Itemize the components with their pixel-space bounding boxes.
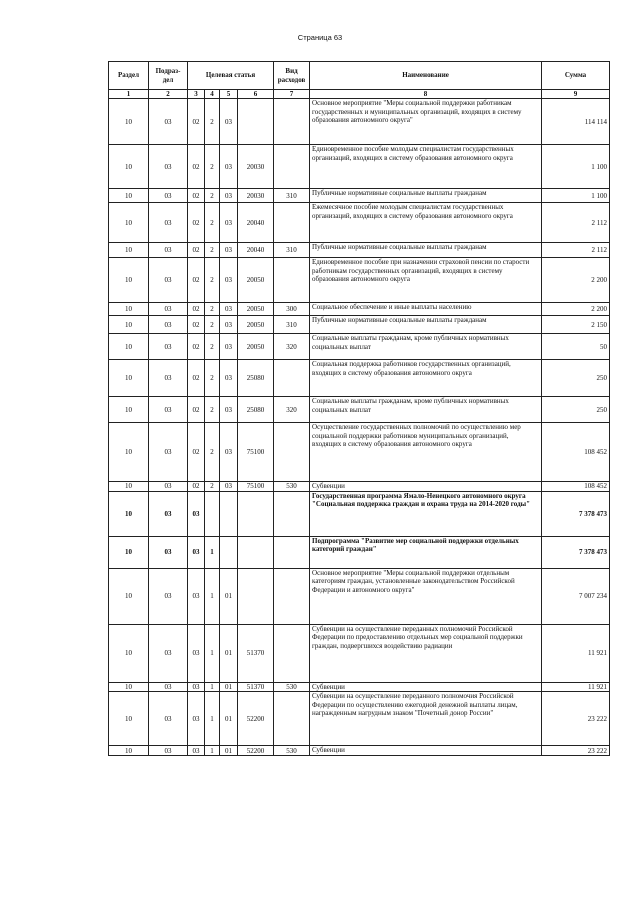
cell-name: Единовременное пособие молодым специалистам государственных организаций, входящих в систему образования автономного округа — [310, 145, 542, 189]
cell-direction: 20030 — [238, 145, 274, 189]
cell-event: 03 — [220, 423, 238, 482]
cell-razdel: 10 — [109, 189, 149, 203]
cell-vid — [274, 360, 310, 397]
cell-direction: 25080 — [238, 397, 274, 423]
column-number: 9 — [542, 90, 610, 99]
header-row — [109, 62, 610, 90]
cell-direction: 25080 — [238, 360, 274, 397]
header-vid-raskhodov: Вид расходов — [274, 62, 310, 90]
cell-sum: 50 — [542, 334, 610, 360]
cell-direction: 20050 — [238, 258, 274, 303]
cell-razdel: 10 — [109, 568, 149, 624]
cell-program: 02 — [188, 397, 205, 423]
cell-razdel: 10 — [109, 316, 149, 334]
cell-sum: 1 100 — [542, 145, 610, 189]
table-row — [109, 360, 610, 397]
cell-vid — [274, 692, 310, 746]
cell-sum: 7 378 473 — [542, 491, 610, 536]
table-row — [109, 624, 610, 682]
table-row — [109, 258, 610, 303]
cell-name: Подпрограмма "Развитие мер социальной поддержки отдельных категорий граждан" — [310, 536, 542, 568]
cell-razdel: 10 — [109, 482, 149, 491]
cell-podrazdel: 03 — [149, 692, 188, 746]
cell-event: 03 — [220, 482, 238, 491]
cell-podrazdel: 03 — [149, 334, 188, 360]
cell-podrazdel: 03 — [149, 145, 188, 189]
cell-razdel: 10 — [109, 360, 149, 397]
cell-name: Социальные выплаты гражданам, кроме публичных нормативных социальных выплат — [310, 334, 542, 360]
cell-event: 03 — [220, 203, 238, 243]
cell-name: Социальные выплаты гражданам, кроме публичных нормативных социальных выплат — [310, 397, 542, 423]
column-number: 6 — [238, 90, 274, 99]
header-razdel: Раздел — [109, 62, 149, 90]
cell-subprogram — [205, 491, 220, 536]
cell-event: 01 — [220, 568, 238, 624]
cell-razdel: 10 — [109, 258, 149, 303]
table-row — [109, 682, 610, 691]
cell-razdel: 10 — [109, 423, 149, 482]
cell-program: 02 — [188, 203, 205, 243]
cell-sum: 2 200 — [542, 258, 610, 303]
cell-event: 03 — [220, 189, 238, 203]
column-number: 3 — [188, 90, 205, 99]
cell-program: 03 — [188, 746, 205, 756]
cell-event — [220, 491, 238, 536]
cell-podrazdel: 03 — [149, 568, 188, 624]
cell-event: 03 — [220, 99, 238, 145]
cell-subprogram: 2 — [205, 243, 220, 258]
cell-sum: 11 921 — [542, 624, 610, 682]
cell-program: 02 — [188, 423, 205, 482]
cell-subprogram: 1 — [205, 536, 220, 568]
cell-vid: 530 — [274, 682, 310, 691]
cell-sum: 7 007 234 — [542, 568, 610, 624]
cell-podrazdel: 03 — [149, 491, 188, 536]
cell-event: 03 — [220, 334, 238, 360]
cell-subprogram: 2 — [205, 482, 220, 491]
cell-vid — [274, 491, 310, 536]
cell-vid: 310 — [274, 316, 310, 334]
cell-subprogram: 2 — [205, 303, 220, 316]
cell-event: 03 — [220, 303, 238, 316]
column-number-row — [109, 90, 610, 99]
cell-podrazdel: 03 — [149, 746, 188, 756]
cell-subprogram: 1 — [205, 624, 220, 682]
cell-sum: 250 — [542, 360, 610, 397]
table-row — [109, 334, 610, 360]
cell-vid — [274, 568, 310, 624]
cell-sum: 2 112 — [542, 203, 610, 243]
cell-razdel: 10 — [109, 682, 149, 691]
table-row — [109, 99, 610, 145]
cell-razdel: 10 — [109, 145, 149, 189]
cell-direction: 52200 — [238, 692, 274, 746]
cell-name: Субвенции — [310, 746, 542, 756]
cell-direction: 20030 — [238, 189, 274, 203]
cell-event: 03 — [220, 316, 238, 334]
cell-vid: 300 — [274, 303, 310, 316]
table-row — [109, 303, 610, 316]
cell-program: 02 — [188, 145, 205, 189]
cell-razdel: 10 — [109, 536, 149, 568]
cell-vid: 530 — [274, 746, 310, 756]
cell-program: 03 — [188, 682, 205, 691]
cell-podrazdel: 03 — [149, 316, 188, 334]
cell-direction: 20040 — [238, 243, 274, 258]
cell-subprogram: 2 — [205, 316, 220, 334]
cell-razdel: 10 — [109, 397, 149, 423]
cell-direction: 51370 — [238, 682, 274, 691]
cell-subprogram: 1 — [205, 746, 220, 756]
cell-podrazdel: 03 — [149, 423, 188, 482]
cell-subprogram: 2 — [205, 423, 220, 482]
table-row — [109, 243, 610, 258]
cell-podrazdel: 03 — [149, 243, 188, 258]
cell-event: 03 — [220, 145, 238, 189]
cell-event: 03 — [220, 243, 238, 258]
cell-subprogram: 2 — [205, 258, 220, 303]
cell-program: 02 — [188, 482, 205, 491]
cell-sum: 1 100 — [542, 189, 610, 203]
cell-program: 02 — [188, 189, 205, 203]
cell-podrazdel: 03 — [149, 203, 188, 243]
table-row — [109, 746, 610, 756]
cell-program: 02 — [188, 258, 205, 303]
cell-event: 01 — [220, 624, 238, 682]
cell-sum: 250 — [542, 397, 610, 423]
cell-subprogram: 2 — [205, 397, 220, 423]
cell-razdel: 10 — [109, 746, 149, 756]
cell-program: 03 — [188, 624, 205, 682]
cell-event — [220, 536, 238, 568]
table-body — [109, 99, 610, 756]
table-row — [109, 397, 610, 423]
table-row — [109, 316, 610, 334]
cell-name: Социальная поддержка работников государственных организаций, входящих в систему образования автономного округа — [310, 360, 542, 397]
cell-direction: 20050 — [238, 316, 274, 334]
cell-name: Субвенции на осуществление переданного полномочия Российской Федерации по осуществлению ежегодной денежной выплаты лицам, награжденным нагрудным знаком "Почетный донор России" — [310, 692, 542, 746]
cell-program: 03 — [188, 568, 205, 624]
cell-sum: 7 378 473 — [542, 536, 610, 568]
cell-name: Публичные нормативные социальные выплаты гражданам — [310, 243, 542, 258]
cell-vid — [274, 145, 310, 189]
cell-program: 02 — [188, 316, 205, 334]
cell-sum: 11 921 — [542, 682, 610, 691]
column-number: 8 — [310, 90, 542, 99]
cell-program: 03 — [188, 536, 205, 568]
cell-program: 03 — [188, 491, 205, 536]
cell-vid — [274, 536, 310, 568]
cell-podrazdel: 03 — [149, 482, 188, 491]
table-row — [109, 491, 610, 536]
cell-podrazdel: 03 — [149, 682, 188, 691]
cell-event: 03 — [220, 258, 238, 303]
cell-vid — [274, 624, 310, 682]
cell-sum: 23 222 — [542, 746, 610, 756]
cell-vid: 530 — [274, 482, 310, 491]
cell-direction — [238, 491, 274, 536]
cell-podrazdel: 03 — [149, 99, 188, 145]
cell-subprogram: 2 — [205, 189, 220, 203]
column-number: 1 — [109, 90, 149, 99]
cell-vid: 310 — [274, 189, 310, 203]
header-tselevaya-statya: Целевая статья — [188, 62, 274, 90]
cell-name: Ежемесячное пособие молодым специалистам государственных организаций, входящих в систему образования автономного округа — [310, 203, 542, 243]
header-summa: Сумма — [542, 62, 610, 90]
cell-name: Основное мероприятие "Меры социальной поддержки отдельным категориям граждан, установленные законодательством Российской Федерации и автономного округа" — [310, 568, 542, 624]
cell-sum: 108 452 — [542, 423, 610, 482]
cell-direction: 52200 — [238, 746, 274, 756]
cell-sum: 114 114 — [542, 99, 610, 145]
cell-sum: 2 150 — [542, 316, 610, 334]
table-row — [109, 692, 610, 746]
cell-vid: 320 — [274, 334, 310, 360]
cell-name: Единовременное пособие при назначении страховой пенсии по старости работникам государственных организаций, входящих в систему образования автономного округа — [310, 258, 542, 303]
cell-event: 01 — [220, 746, 238, 756]
cell-podrazdel: 03 — [149, 303, 188, 316]
cell-direction: 51370 — [238, 624, 274, 682]
cell-razdel: 10 — [109, 491, 149, 536]
table-row — [109, 536, 610, 568]
cell-vid — [274, 258, 310, 303]
cell-event: 01 — [220, 682, 238, 691]
header-naimenovanie: Наименование — [310, 62, 542, 90]
cell-razdel: 10 — [109, 624, 149, 682]
cell-program: 02 — [188, 99, 205, 145]
column-number: 2 — [149, 90, 188, 99]
cell-event: 01 — [220, 692, 238, 746]
cell-razdel: 10 — [109, 303, 149, 316]
cell-vid: 320 — [274, 397, 310, 423]
cell-name: Субвенции — [310, 482, 542, 491]
cell-direction: 20050 — [238, 303, 274, 316]
cell-program: 02 — [188, 243, 205, 258]
cell-direction: 75100 — [238, 423, 274, 482]
cell-sum: 108 452 — [542, 482, 610, 491]
table-row — [109, 568, 610, 624]
cell-vid — [274, 203, 310, 243]
cell-direction — [238, 99, 274, 145]
cell-subprogram: 2 — [205, 360, 220, 397]
cell-subprogram: 1 — [205, 568, 220, 624]
cell-podrazdel: 03 — [149, 536, 188, 568]
cell-event: 03 — [220, 360, 238, 397]
cell-vid — [274, 99, 310, 145]
cell-program: 02 — [188, 360, 205, 397]
cell-event: 03 — [220, 397, 238, 423]
cell-program: 03 — [188, 692, 205, 746]
column-number: 7 — [274, 90, 310, 99]
column-number: 5 — [220, 90, 238, 99]
cell-podrazdel: 03 — [149, 397, 188, 423]
cell-direction: 75100 — [238, 482, 274, 491]
cell-sum: 23 222 — [542, 692, 610, 746]
cell-sum: 2 200 — [542, 303, 610, 316]
header-podrazdel: Подраз- дел — [149, 62, 188, 90]
table-row — [109, 423, 610, 482]
cell-sum: 2 112 — [542, 243, 610, 258]
cell-razdel: 10 — [109, 692, 149, 746]
cell-name: Субвенции на осуществление переданных полномочий Российской Федерации по предоставлению отдельных мер социальной поддержки граждан, подвергшихся воздействию радиации — [310, 624, 542, 682]
cell-name: Социальное обеспечение и иные выплаты населению — [310, 303, 542, 316]
cell-razdel: 10 — [109, 243, 149, 258]
cell-razdel: 10 — [109, 203, 149, 243]
column-number: 4 — [205, 90, 220, 99]
cell-name: Осуществление государственных полномочий по осуществлению мер социальной поддержки работников муниципальных организаций, входящих в систему образования автономного округа — [310, 423, 542, 482]
cell-direction: 20050 — [238, 334, 274, 360]
page-number-label: Страница 63 — [297, 33, 343, 42]
cell-direction: 20040 — [238, 203, 274, 243]
cell-name: Публичные нормативные социальные выплаты гражданам — [310, 189, 542, 203]
cell-subprogram: 2 — [205, 99, 220, 145]
cell-razdel: 10 — [109, 99, 149, 145]
cell-subprogram: 1 — [205, 692, 220, 746]
cell-vid — [274, 423, 310, 482]
cell-program: 02 — [188, 303, 205, 316]
cell-razdel: 10 — [109, 334, 149, 360]
cell-subprogram: 2 — [205, 203, 220, 243]
cell-podrazdel: 03 — [149, 360, 188, 397]
cell-subprogram: 2 — [205, 145, 220, 189]
cell-podrazdel: 03 — [149, 258, 188, 303]
cell-name: Публичные нормативные социальные выплаты гражданам — [310, 316, 542, 334]
table-row — [109, 189, 610, 203]
cell-program: 02 — [188, 334, 205, 360]
cell-subprogram: 1 — [205, 682, 220, 691]
cell-podrazdel: 03 — [149, 189, 188, 203]
table-row — [109, 203, 610, 243]
cell-name: Государственная программа Ямало-Ненецкого автономного округа "Социальная поддержка граждан и охрана труда на 2014-2020 годы" — [310, 491, 542, 536]
cell-vid: 310 — [274, 243, 310, 258]
cell-podrazdel: 03 — [149, 624, 188, 682]
cell-direction — [238, 568, 274, 624]
cell-name: Субвенции — [310, 682, 542, 691]
budget-table — [108, 61, 610, 756]
table-row — [109, 145, 610, 189]
cell-name: Основное мероприятие "Меры социальной поддержки работникам государственных и муниципальных организаций, входящих в систему образования автономного округа" — [310, 99, 542, 145]
cell-direction — [238, 536, 274, 568]
cell-subprogram: 2 — [205, 334, 220, 360]
table-row — [109, 482, 610, 491]
